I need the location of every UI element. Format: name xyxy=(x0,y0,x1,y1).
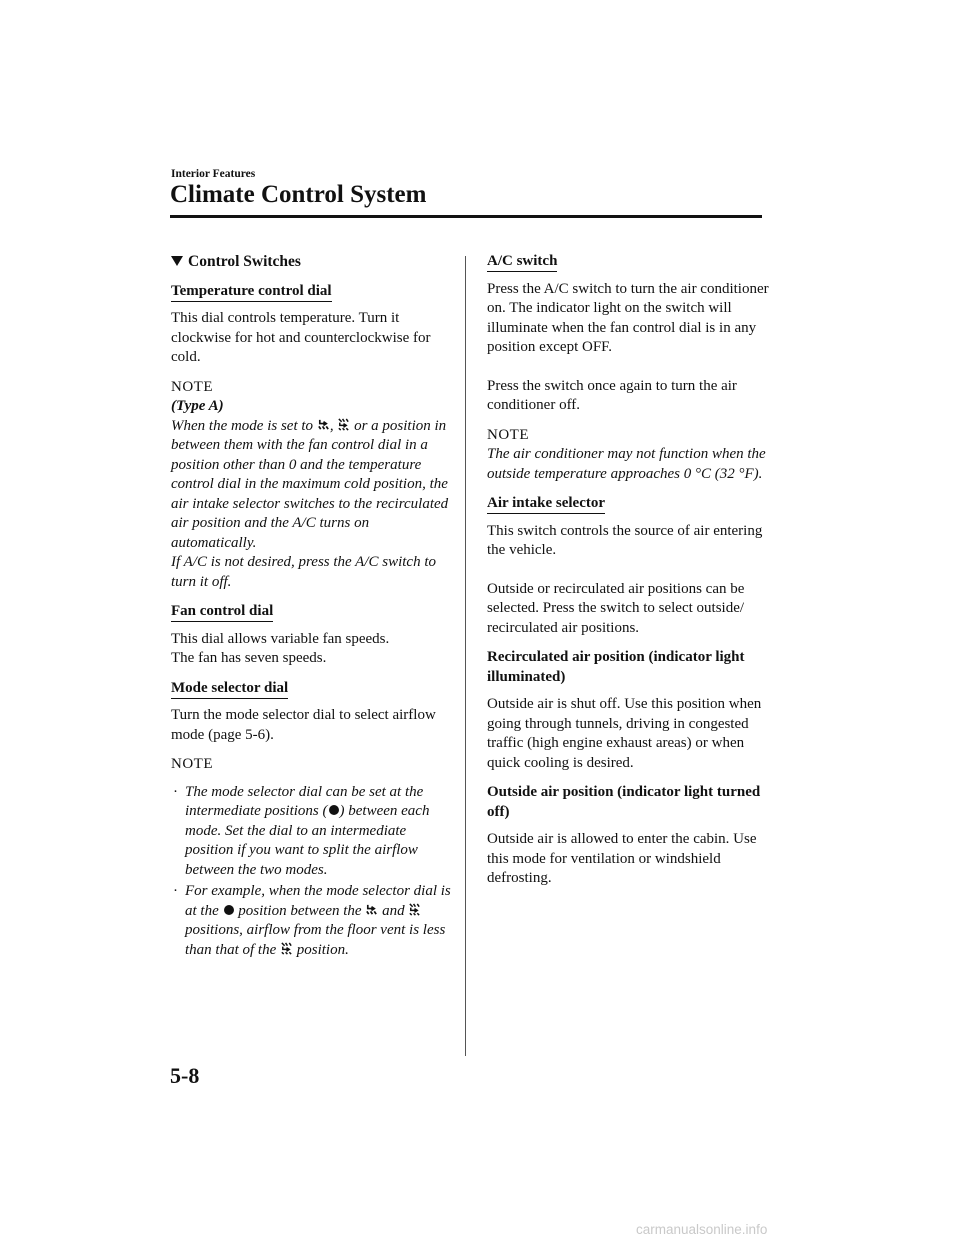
air-intake-body-2: Outside or recirculated air positions can be selected. Press the switch to select outside/ recirculated air positions. xyxy=(487,580,745,636)
ac-note-text: The air conditioner may not function when the outside temperature approaches 0 °C (32 °F). xyxy=(487,446,766,482)
column-divider xyxy=(465,256,466,1056)
right-column xyxy=(487,252,772,899)
floor-defrost-mode-icon xyxy=(408,903,421,916)
ac-switch-body-2: Press the switch once again to turn the air conditioner off. xyxy=(487,377,737,413)
fan-dial-body: This dial allows variable fan speeds. The fan has seven speeds. xyxy=(171,630,390,666)
type-label: (Type A) xyxy=(171,398,224,414)
note-label: NOTE xyxy=(487,426,529,443)
temperature-note-text-2: If A/C is not desired, press the A/C switch to turn it off. xyxy=(171,554,437,590)
page-title: Climate Control System xyxy=(170,181,427,208)
triangle-bullet-icon xyxy=(171,256,183,266)
mode-dial-heading: Mode selector dial xyxy=(171,679,456,699)
mode-note-bullet-2: · For example, when the mode selector dial is at the position between the and positions, airflow from the floor vent is less than that of the position. xyxy=(173,883,451,958)
temperature-note xyxy=(171,378,456,593)
left-column xyxy=(171,252,456,962)
title-rule xyxy=(170,215,762,218)
temperature-dial-heading: Temperature control dial xyxy=(171,282,456,302)
note-label: NOTE xyxy=(171,378,213,395)
watermark: carmanualsonline.info xyxy=(636,1222,768,1237)
air-intake-heading: Air intake selector xyxy=(487,494,772,514)
floor-mode-icon xyxy=(365,903,378,916)
mode-note-label: NOTE xyxy=(171,756,213,772)
mode-note-bullet-1: · The mode selector dial can be set at the intermediate positions ( ) between each mode. Set the dial to an intermediate position if you want to split the airflow between the two modes. xyxy=(173,783,430,878)
air-intake-body-1: This switch controls the source of air entering the vehicle. xyxy=(487,522,763,558)
floor-defrost-mode-icon xyxy=(337,418,350,431)
ac-switch-body-1: Press the A/C switch to turn the air conditioner on. The indicator light on the switch will illuminate when the fan control dial is in any position except OFF. xyxy=(487,280,769,355)
control-switches-heading: Control Switches xyxy=(171,252,456,272)
floor-mode-icon xyxy=(317,418,330,431)
intermediate-position-dot-icon xyxy=(329,805,339,815)
temperature-dial-body: This dial controls temperature. Turn it clockwise for hot and counterclockwise for cold. xyxy=(171,310,431,365)
outside-air-heading: Outside air position (indicator light turned off) xyxy=(487,784,761,820)
floor-defrost-mode-icon xyxy=(280,942,293,955)
section-label: Interior Features xyxy=(171,168,256,180)
temperature-note-text: When the mode is set to , or a position in between them with the fan control dial in a position other than 0 and the temperature control dial in the maximum cold position, the air intake selector switches to the recirculated air position and the A/C turns on automatically. xyxy=(171,417,449,551)
ac-note xyxy=(487,426,772,485)
intermediate-position-dot-icon xyxy=(224,905,234,915)
ac-switch-heading: A/C switch xyxy=(487,252,772,272)
recirculated-heading: Recirculated air position (indicator light illuminated) xyxy=(487,649,745,685)
mode-dial-body: Turn the mode selector dial to select airflow mode (page 5-6). xyxy=(171,707,436,743)
fan-dial-heading: Fan control dial xyxy=(171,602,456,622)
outside-air-body: Outside air is allowed to enter the cabin. Use this mode for ventilation or windshield defrosting. xyxy=(487,831,757,886)
page-number: 5-8 xyxy=(170,1063,200,1088)
recirculated-body: Outside air is shut off. Use this position when going through tunnels, driving in congested traffic (high engine exhaust areas) or when quick cooling is desired. xyxy=(487,696,762,771)
